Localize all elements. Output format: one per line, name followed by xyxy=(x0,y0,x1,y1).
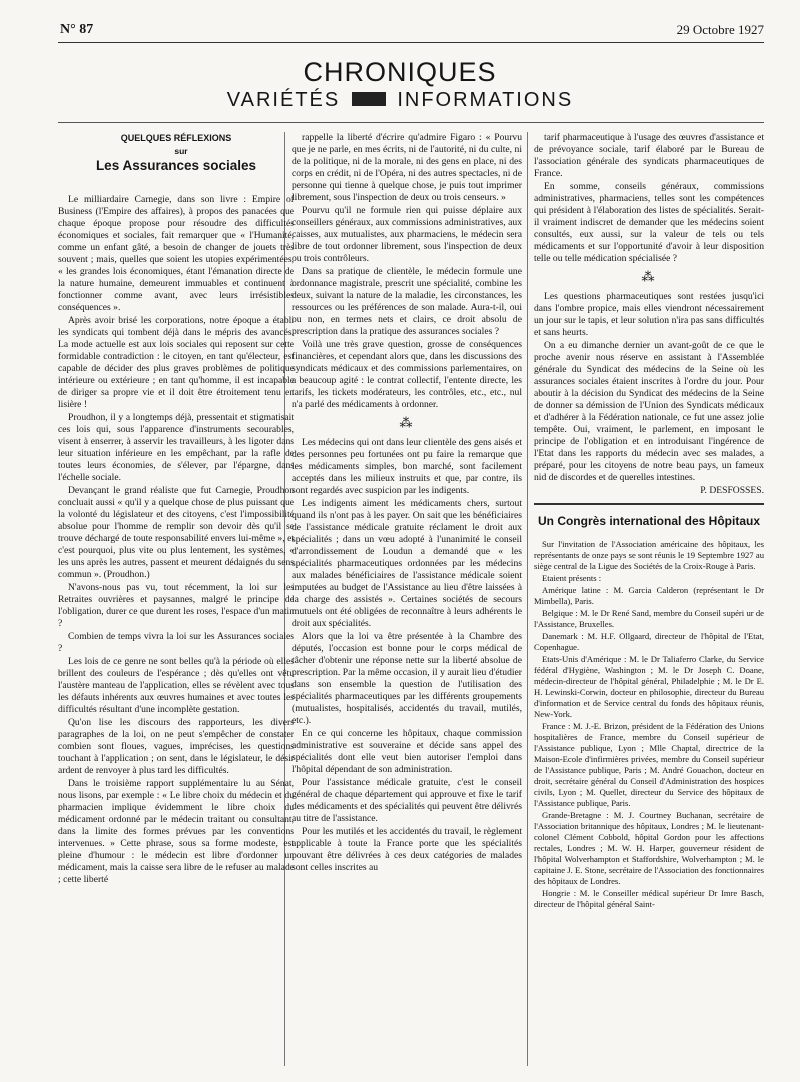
masthead-title: CHRONIQUES xyxy=(303,57,497,87)
article-body xyxy=(534,132,764,265)
masthead xyxy=(0,58,800,112)
paragraph: Belgique : M. le Dr René Sand, membre du Conseil supéri ur de l'Assistance, Bruxelles. xyxy=(534,608,764,629)
paragraph: Combien de temps vivra la loi sur les Assurances sociales ? xyxy=(58,631,294,654)
article-body xyxy=(292,132,522,411)
paragraph: Après avoir brisé les corporations, notre époque a établi les syndicats qui tombent déjà dans le mépris des avancés. La mode actuelle est aux lois sociales qui reposent sur cette formidable contradiction : le citoyen, en tant qu'électeur, est capable de décider des plus graves problèmes de politique intérieure ou extérieure ; en tant qu'homme, il est incapable de diriger sa propre vie et il doit être étroitement tenu en lisière ! xyxy=(58,315,294,410)
masthead-subtitle xyxy=(0,88,800,112)
paragraph: Les indigents aiment les médicaments chers, surtout quand ils n'ont pas à les payer. On sait que les bénéficiaires de l'assistance médicale gratuite réclament le droit aux spécialités ; dans un vœu adopté à l'unanimité le conseil d'arrondissement de Loudun a demandé que « les spécialités pharmaceutiques ordonnées par les médecins aux malades bénéficiaires de l'assistance médicale soient imputées au budget de l'Assistance au lieu d'être laissées à la charge des assistés ». Certaines sociétés de secours mutuels ont été obligées de reconnaître à leurs adhérents le droit aux spécialités. xyxy=(292,498,522,629)
paragraph: Pourvu qu'il ne formule rien qui puisse déplaire aux conseillers généraux, aux commissions administratives, aux caisses, aux mutualistes, aux pharmaciens, le médecin sera libre de tout ordonner librement, sous l'inspection de deux ou trois contrôleurs. xyxy=(292,205,522,264)
paragraph: Qu'on lise les discours des rapporteurs, les divers paragraphes de la loi, on ne peut s'empêcher de constater combien sont floues, vagues, imprécises, les questions touchant à l'application ; on sent, dans le législateur, le désir ardent de renvoyer à plus tard les difficultés. xyxy=(58,717,294,776)
paragraph: Amérique latine : M. Garcia Calderon (représentant le Dr Mimbella), Paris. xyxy=(534,585,764,606)
paragraph: Etaient présents : xyxy=(542,573,602,583)
paragraph: Dans sa pratique de clientèle, le médecin formule une ordonnance magistrale, prescrit une spécialité, combine les deux, suivant la nature de la maladie, les circonstances, les ressources ou les préférences de son malade. Aura-t-il, oui ou non, en termes nets et clairs, ce droit absolu de prescription dans la pratique des assurances sociales ? xyxy=(292,266,522,337)
ornament-icon xyxy=(352,92,386,106)
column-divider xyxy=(527,132,528,1066)
paragraph: Les lois de ce genre ne sont belles qu'à la période où elles brillent des couleurs de l'espérance ; dès qu'elles ont vêtu l'austère manteau de l'application, elles se révèlent avec tous les défauts inhérents aux œuvres humaines et avec toutes les difficultés résultant d'une incomplète gestation. xyxy=(58,656,294,715)
column-3 xyxy=(534,132,764,911)
paragraph: tarif pharmaceutique à l'usage des œuvres d'assistance et de prévoyance sociale, tarif élaboré par le Bureau de l'association générale des syndicats pharmaceutiques de France. xyxy=(534,132,764,179)
paragraph: En somme, conseils généraux, commissions administratives, pharmaciens, telles sont les compétences qui président à l'élaboration des listes de spécialités. Serait-il vraiment indiscret de demander que les médecins soient consultés, eux aussi, sur la valeur de tels ou tels médicaments et sur l'opportunité d'avoir à leur disposition telle ou telle médication spécialisée ? xyxy=(534,181,764,264)
paragraph: Voilà une très grave question, grosse de conséquences financières, et cependant alors que, dans les discussions des syndicats médicaux et des commissions parlementaires, on a beaucoup agité : le contrat collectif, l'entente directe, les tarifs, les tickets modérateurs, les contrôles, etc., etc., nul n'a parlé des médicaments à ordonner. xyxy=(292,339,522,410)
article-kicker-sub: sur xyxy=(174,146,188,156)
paragraph: rappelle la liberté d'écrire qu'admire Figaro : « Pourvu que je ne parle, en mes écrits, ni de l'autorité, ni du culte, ni de la politique, ni de la morale, ni des gens en place, ni des corps en crédit, ni de l'Opéra, ni des autres spectacles, ni de personne qui tienne à quelque chose, je puis tout imprimer librement, sous l'inspection de deux ou trois censeurs. » xyxy=(292,132,522,203)
paragraph: Sur l'invitation de l'Association américaine des hôpitaux, les représentants de onze pays se sont réunis le 19 Septembre 1927 au siège central de la Ligue des Sociétés de la Croix-Rouge à Paris. xyxy=(534,539,764,571)
header-rule xyxy=(58,42,764,43)
issue-number: N° 87 xyxy=(60,22,94,37)
asterism-icon: ⁂ xyxy=(641,269,657,284)
paragraph: N'avons-nous pas vu, tout récemment, la loi sur les Retraites ouvrières et paysannes, malgré le principe de l'obligation, durer ce que durent les roses, l'espace d'un matin ? xyxy=(58,582,294,629)
article-body xyxy=(292,437,522,874)
paragraph: Etats-Unis d'Amérique : M. le Dr Taliaferro Clarke, du Service fédéral d'Hygiène, Washington ; M. le Dr Joseph C. Doane, médecin-directeur de l'hôpital général, Philadelphie ; M. le Dr E. H. Lewinski-Corwin, docteur en philosophie, directeur du Bureau d'information et de Service central du fonds des hôpitaux réunis, New-York. xyxy=(534,654,764,719)
masthead-right: INFORMATIONS xyxy=(397,89,574,111)
article-body xyxy=(534,291,764,484)
paragraph: Le milliardaire Carnegie, dans son livre : Empire of Business (l'Empire des affaires), à propos des panacées que chaque époque propose pour résoudre des difficultés économiques et sociales, fait remarquer que « l'Humanité, comme un enfant gâté, a besoin de changer de jouets très souvent ; mais, quelles que soient les utopies expérimentées, « les grandes lois économiques, étant l'émanation directe de la nature humaine, demeurent immuables et continuent à fonctionner comme avant, avec leurs irrésistibles conséquences ». xyxy=(58,194,294,313)
article-body xyxy=(534,539,764,910)
article-kicker: QUELQUES RÉFLEXIONS xyxy=(120,133,232,143)
article-title: Les Assurances sociales xyxy=(95,158,257,173)
paragraph: Devançant le grand réaliste que fut Carnegie, Proudhon concluait aussi « qu'il y a quelque chose de plus puissant que la volonté du législateur et des citoyens, c'est l'impossibilité absolue pour l'homme de remplir son devoir dès qu'il se trouve déchargé de toute responsabilité envers lui-même », et c'est pourquoi, plus vite ou plus lentement, les systèmes, « les uns après les autres, passent et meurent dédaignés du sens commun ». (Proudhon.) xyxy=(58,485,294,580)
article-signature: P. DESFOSSES. xyxy=(700,485,764,496)
paragraph: Les médecins qui ont dans leur clientèle des gens aisés et des personnes peu fortunées ont pu faire la remarque que les médicaments simples, bon marché, sont facilement acceptés dans les milieux instruits et que, par contre, ils sont regardés avec suspicion par les indigents. xyxy=(292,437,522,496)
paragraph: Alors que la loi va être présentée à la Chambre des députés, l'occasion est bonne pour le corps médical de tâcher d'obtenir une réponse nette sur la liberté absolue de prescription. Par la même occasion, il y aurait lieu d'étudier dans son ensemble la question de l'utilisation des spécialités pharmaceutiques par les différents groupements (mutualistes, hospitalisés, accidentés du travail, mutilés, etc.). xyxy=(292,631,522,726)
paragraph: Danemark : M. H.F. Ollgaard, directeur de l'hôpital de l'Etat, Copenhague. xyxy=(534,631,764,652)
paragraph: En ce qui concerne les hôpitaux, chaque commission administrative est souveraine et décide sans appel des spécialités dont elle veut bien autoriser l'emploi dans l'hôpital dépendant de son administration. xyxy=(292,728,522,775)
paragraph: Les questions pharmaceutiques sont restées jusqu'ici dans l'ombre propice, mais elles viendront nécessairement un jour sur le tapis, et leur solution n'ira pas sans difficultés et sans heurts. xyxy=(534,291,764,338)
paragraph: On a eu dimanche dernier un avant-goût de ce que le proche avenir nous réserve en assistant à l'Assemblée générale du Syndicat des médecins de la Seine où les assurances sociales étaient inscrites à l'ordre du jour. Pour aboutir à la décision du Syndicat des médecins de la Seine de donner sa démission de l'Union des Syndicats médicaux et d'adhérer à la Fédération nationale, ce fut une assez jolie tempête. Oui, vraiment, le parlement, en imposant le principe de l'obligation et en introduisant l'ingérence de l'Etat dans les rapports du médecin avec ses malades, a préparé, pour les citoyens de notre beau pays, un fameux nid de discordes et de querelles intestines. xyxy=(534,340,764,483)
article-body xyxy=(58,194,294,886)
paragraph: Pour les mutilés et les accidentés du travail, le règlement applicable à toute la France porte que les spécialités pouvant être délivrées à ces deux catégories de malades sont celles inscrites au xyxy=(292,826,522,873)
asterism-icon: ⁂ xyxy=(399,415,415,430)
article-separator xyxy=(534,503,764,505)
paragraph: France : M. J.-E. Brizon, président de la Fédération des Unions hospitalières de France, membre du Conseil supérieur de l'Assistance publique, Lyon ; Mlle Chaptal, directrice de la Maison-Ecole d'infirmières privées, membre du Conseil supérieur de l'Assistance publique, Paris ; M. André Gouachon, docteur en droit, secrétaire général du Conseil d'Administration des hospices civils, Lyon ; M. Quellet, directeur du Service des hôpitaux de l'Assistance publique, Paris. xyxy=(534,721,764,808)
column-1 xyxy=(58,132,294,887)
issue-date: 29 Octobre 1927 xyxy=(676,22,764,37)
column-2 xyxy=(292,132,522,875)
article-title: Un Congrès international des Hôpitaux xyxy=(537,514,761,528)
paragraph: Grande-Bretagne : M. J. Courtney Buchanan, secrétaire de l'Association britannique des hôpitaux, Londres ; M. le lieutenant-colonel Clément Cobbold, hôpital Gordon pour les affections rectales, Londres ; M. W. H. Harper, gouverneur résident de l'hôpital Wolverhampton et Staffordshire, Wolverhampton ; M. le capitaine J. E. Stone, secrétaire de l'Association des fonctionnaires des hôpitaux de Londres. xyxy=(534,810,764,886)
paragraph: Hongrie : M. le Conseiller médical supérieur Dr Imre Basch, directeur de l'hôpital général Saint- xyxy=(534,888,764,909)
paragraph: Proudhon, il y a longtemps déjà, pressentait et stigmatisait ces lois qui, sous l'apparence d'instruments secourables, visent à enserrer, à asservir les travailleurs, à les ligoter dans leur situation inférieure en les empêchant, par la rafle de toutes leurs économies, de s'élever, par l'épargne, dans l'échelle sociale. xyxy=(58,412,294,483)
paragraph: Dans le troisième rapport supplémentaire lu au Sénat, nous lisons, par exemple : « Le libre choix du médecin et du pharmacien implique évidemment le libre choix du médicament ordonné par le médecin traitant ou consultant, dans la limite des formes prévues par les conventions intervenues. » Cette phrase, sous sa forme modeste, est pleine d'humour : le médecin est libre d'ordonner un médicament, mais la caisse sera libre de le refuser au malade ; cette liberté xyxy=(58,778,294,885)
masthead-rule xyxy=(58,122,764,123)
page-header xyxy=(60,22,764,40)
paragraph: Pour l'assistance médicale gratuite, c'est le conseil général de chaque département qui approuve et fixe le tarif des médicaments et des spécialités qui peuvent être délivrés au titre de l'assistance. xyxy=(292,777,522,824)
masthead-left: VARIÉTÉS xyxy=(226,89,341,111)
